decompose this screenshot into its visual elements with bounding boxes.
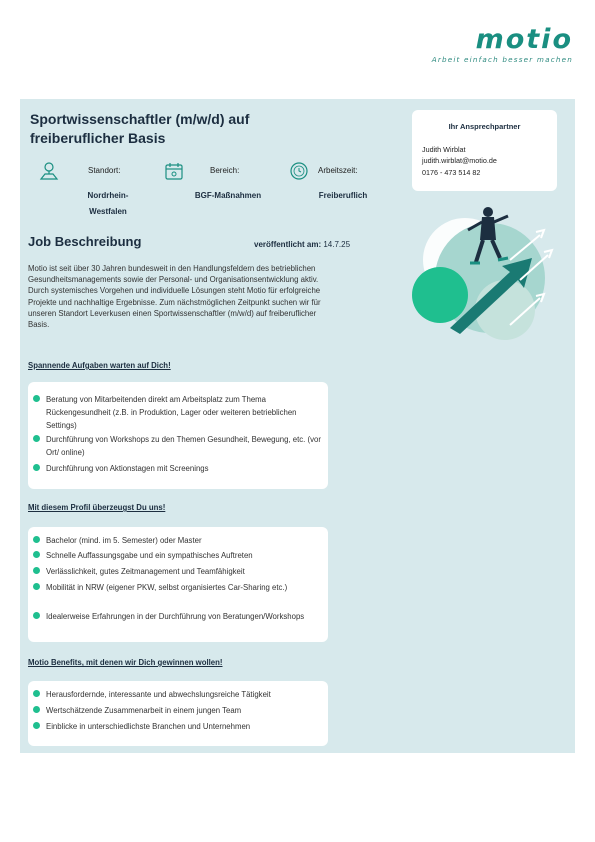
contact-card	[412, 110, 557, 191]
contact-email[interactable]: judith.wirblat@motio.de	[422, 156, 497, 165]
contact-heading: Ihr Ansprechpartner	[448, 122, 521, 131]
list-item: Mobilität in NRW (eigener PKW, selbst organisiertes Car-Sharing etc.)	[46, 581, 328, 594]
tasks-heading: Spannende Aufgaben warten auf Dich!	[28, 361, 171, 370]
tasks-card	[28, 382, 328, 489]
worktime-value	[308, 188, 378, 204]
list-item: Beratung von Mitarbeitenden direkt am Arbeitsplatz zum Thema Rückengesundheit (z.B. in Produktion, Lager oder weiteren betrieblichen Settings)	[46, 393, 328, 432]
location-value	[68, 188, 148, 220]
description-heading: Job Beschreibung	[28, 234, 142, 249]
list-item: Idealerweise Erfahrungen in der Durchführung von Beratungen/Workshops	[46, 610, 328, 623]
list-item: Durchführung von Workshops zu den Themen Gesundheit, Bewegung, etc. (vor Ort/ online)	[46, 433, 328, 459]
list-item: Schnelle Auffassungsgabe und ein sympathisches Auftreten	[46, 549, 328, 562]
calendar-icon	[163, 160, 185, 182]
list-item: Verlässlichkeit, gutes Zeitmanagement und Teamfähigkeit	[46, 565, 328, 578]
logo-wordmark: motio	[475, 24, 573, 55]
worktime-label: Arbeitszeit:	[318, 166, 358, 175]
description-intro: Motio ist seit über 30 Jahren bundesweit in den Handlungsfeldern des betrieblichen Gesundheitsmanagements sowie der Personal- und Organisationsentwicklung aktiv. Durch systemisches Vorgehen und individuelle Lösungen steht Motio für erfolgreiche Projekte und nachhaltige Ergebnisse. Zum nächstmöglichen Zeitpunkt suchen wir für unseren Standort Leverkusen einen Sportwissenschaftler (m/w/d) auf freiberuflicher Basis.	[28, 264, 321, 330]
list-item: Durchführung von Aktionstagen mit Screenings	[46, 462, 328, 475]
logo-tagline: Arbeit einfach besser machen	[431, 55, 573, 64]
location-value-line2: Westfalen	[89, 207, 127, 216]
motio-logo[interactable]	[432, 26, 573, 64]
meta-worktime	[288, 160, 398, 220]
list-item: Einblicke in unterschiedlichste Branchen und Unternehmen	[46, 720, 328, 733]
contact-name: Judith Wirblat	[422, 145, 466, 154]
contact-phone[interactable]: 0176 - 473 514 82	[422, 168, 481, 177]
published-info	[254, 240, 350, 249]
clock-icon	[288, 160, 310, 182]
list-item: Wertschätzende Zusammenarbeit in einem jungen Team	[46, 704, 328, 717]
area-value-line1: BGF-Maßnahmen	[194, 191, 262, 200]
list-item: Bachelor (mind. im 5. Semester) oder Master	[46, 534, 328, 547]
job-title: Sportwissenschaftler (m/w/d) auf freiberuflicher Basis	[30, 111, 250, 146]
location-label: Standort:	[88, 166, 121, 175]
list-item: Herausfordernde, interessante und abwechslungsreiche Tätigkeit	[46, 688, 328, 701]
area-value	[183, 188, 273, 204]
location-icon	[38, 160, 60, 182]
meta-location	[38, 160, 148, 220]
profile-card	[28, 527, 328, 642]
worktime-value-line1: Freiberuflich	[318, 191, 368, 200]
benefits-card	[28, 681, 328, 746]
area-label: Bereich:	[210, 166, 240, 175]
published-date: 14.7.25	[323, 240, 351, 249]
profile-heading: Mit diesem Profil überzeugst Du uns!	[28, 503, 166, 512]
growth-illustration	[410, 200, 570, 340]
published-label: veröffentlicht am:	[254, 240, 322, 249]
location-value-line1: Nordrhein-	[87, 191, 129, 200]
benefits-heading: Motio Benefits, mit denen wir Dich gewinnen wollen!	[28, 658, 223, 667]
meta-area	[163, 160, 273, 220]
